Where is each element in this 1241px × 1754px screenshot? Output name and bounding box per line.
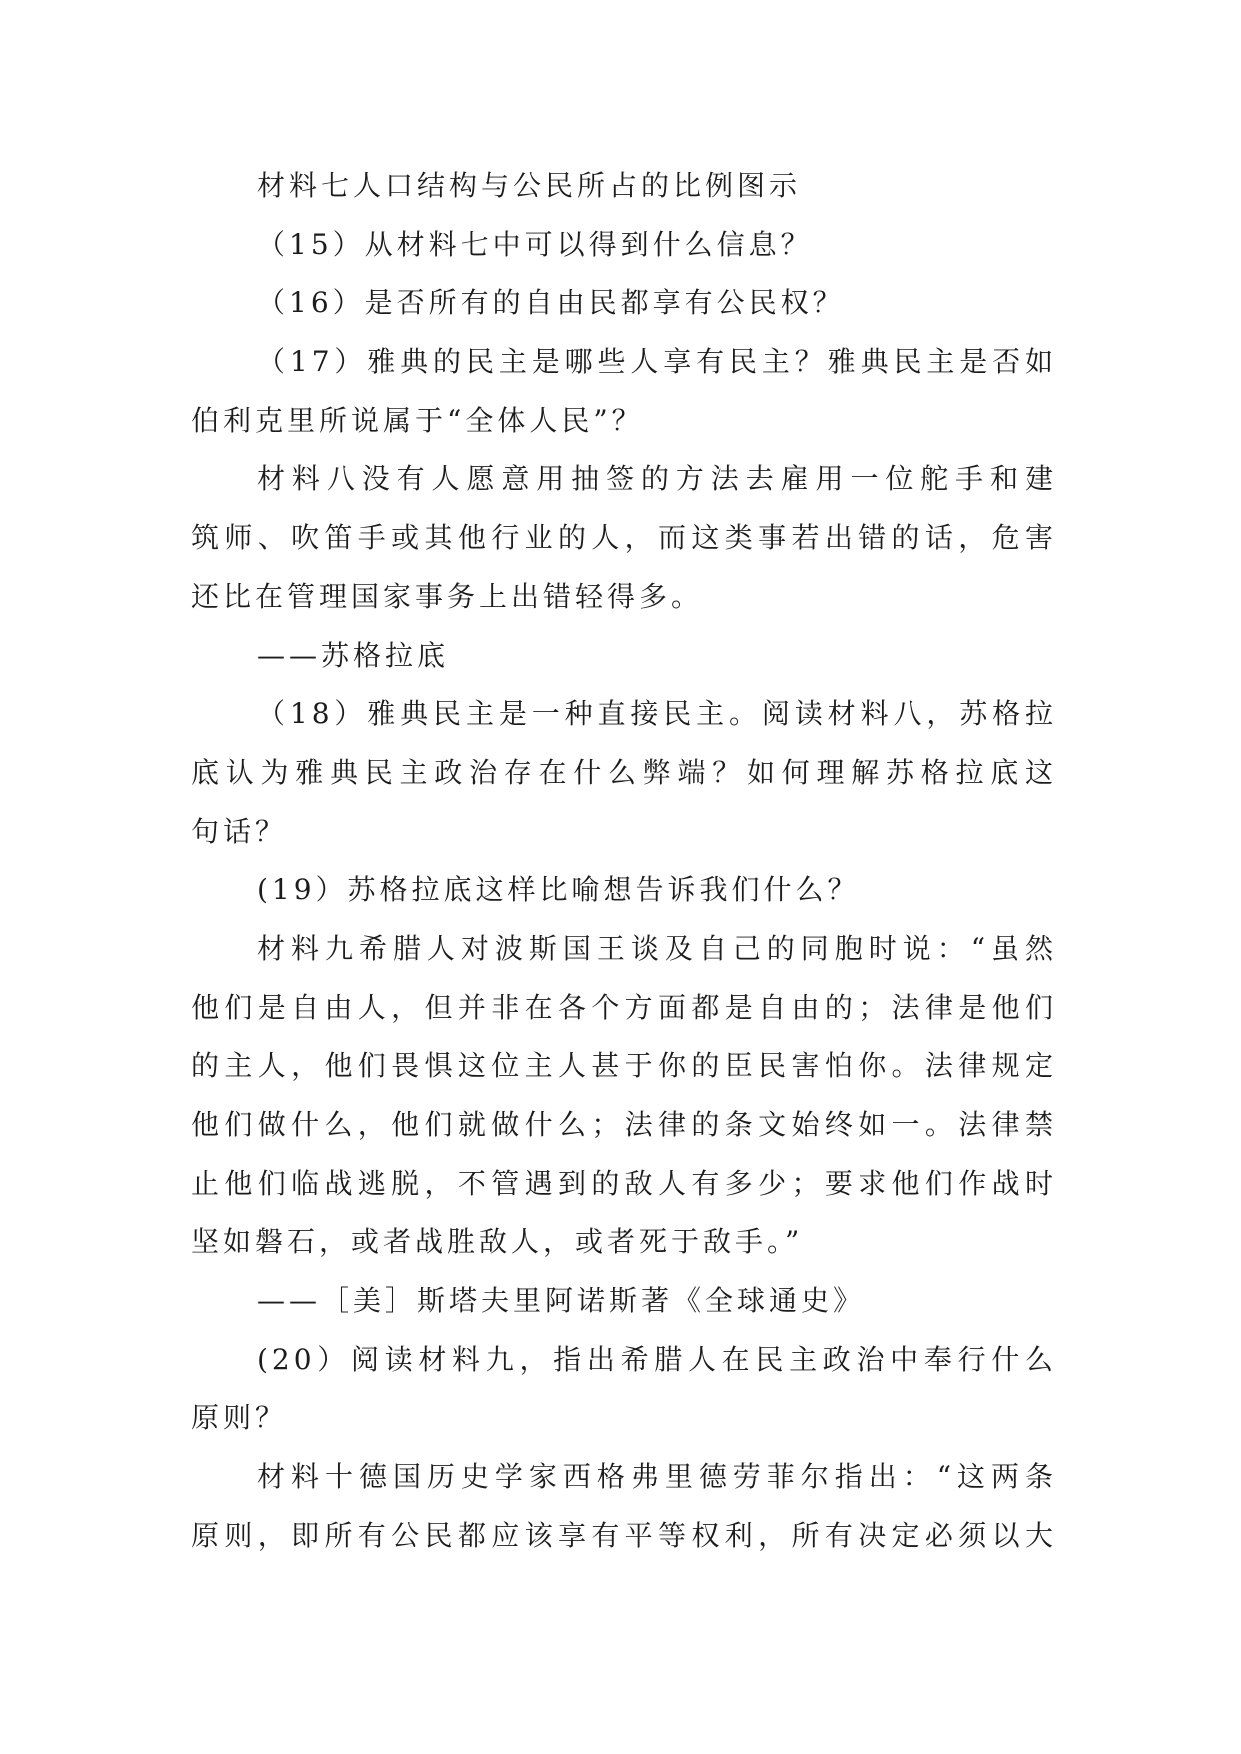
attribution-stavrianos — [191, 1272, 1057, 1331]
paragraph-line: 原则，即所有公民都应该享有平等权利，所有决定必须以大 — [191, 1518, 1057, 1552]
paragraph-line: （16）是否所有的自由民都享有公民权？ — [257, 286, 845, 320]
paragraph-question-16 — [191, 274, 1057, 333]
paragraph-line: (19）苏格拉底这样比喻想告诉我们什么？ — [257, 873, 860, 907]
paragraph-line: 句话？ — [191, 814, 288, 848]
paragraph-line: ——［美］斯塔夫里阿诺斯著《全球通史》 — [257, 1284, 866, 1318]
paragraph-line: 止他们临战逃脱，不管遇到的敌人有多少；要求他们作战时 — [191, 1166, 1057, 1200]
paragraph-question-17 — [191, 333, 1057, 450]
paragraph-line: (20）阅读材料九，指出希腊人在民主政治中奉行什么 — [257, 1342, 1057, 1376]
paragraph-line: 材料十德国历史学家西格弗里德劳菲尔指出：“这两条 — [257, 1460, 1057, 1494]
paragraph-line: 坚如磐石，或者战胜敌人，或者死于敌手。” — [191, 1225, 804, 1259]
paragraph-material-7 — [191, 157, 1057, 216]
paragraph-line: （18）雅典民主是一种直接民主。阅读材料八，苏格拉 — [257, 697, 1057, 731]
paragraph-line: 原则？ — [191, 1401, 288, 1435]
paragraph-question-20 — [191, 1331, 1057, 1448]
paragraph-line: 的主人，他们畏惧这位主人甚于你的臣民害怕你。法律规定 — [191, 1049, 1057, 1083]
paragraph-line: 伯利克里所说属于“全体人民”？ — [191, 403, 644, 437]
paragraph-line: 他们做什么，他们就做什么；法律的条文始终如一。法律禁 — [191, 1108, 1057, 1141]
paragraph-line: 材料八没有人愿意用抽签的方法去雇用一位舵手和建 — [257, 462, 1057, 496]
document-body — [191, 157, 1057, 1566]
paragraph-line: 筑师、吹笛手或其他行业的人，而这类事若出错的话，危害 — [191, 521, 1057, 555]
paragraph-question-19 — [191, 861, 1057, 920]
paragraph-line: （17）雅典的民主是哪些人享有民主？雅典民主是否如 — [257, 345, 1057, 379]
attribution-socrates — [191, 627, 1057, 686]
paragraph-line: （15）从材料七中可以得到什么信息？ — [257, 227, 813, 261]
paragraph-line: 材料九希腊人对波斯国王谈及自己的同胞时说：“虽然 — [257, 931, 1057, 965]
paragraph-question-18 — [191, 685, 1057, 861]
paragraph-line: 材料七人口结构与公民所占的比例图示 — [257, 169, 802, 202]
paragraph-question-15 — [191, 216, 1057, 275]
paragraph-material-9 — [191, 920, 1057, 1272]
paragraph-line: 他们是自由人，但并非在各个方面都是自由的；法律是他们 — [191, 990, 1057, 1024]
paragraph-line: 还比在管理国家事务上出错轻得多。 — [191, 579, 704, 613]
paragraph-line: 底认为雅典民主政治存在什么弊端？如何理解苏格拉底这 — [191, 755, 1057, 789]
paragraph-line: ——苏格拉底 — [257, 638, 450, 672]
paragraph-material-10 — [191, 1448, 1057, 1565]
paragraph-material-8 — [191, 450, 1057, 626]
